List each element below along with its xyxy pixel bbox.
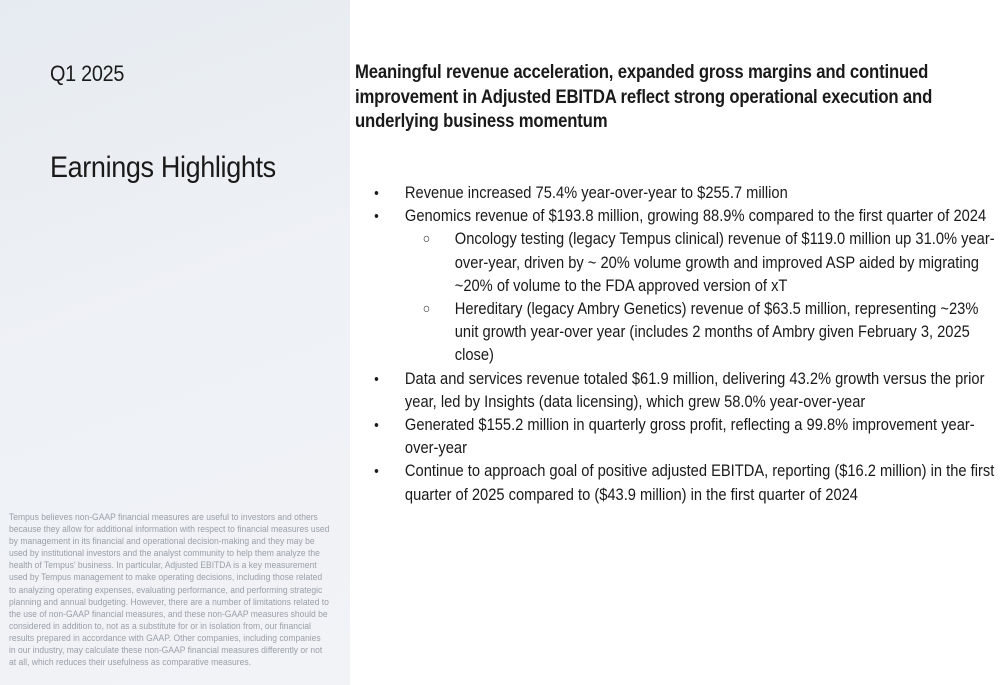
page-title: Earnings Highlights xyxy=(50,151,276,184)
list-item-text: Generated $155.2 million in quarterly gross profit, reflecting a 99.8% improvement year-over-year xyxy=(404,416,975,458)
genomics-sublist xyxy=(405,228,995,367)
sub-list-item xyxy=(405,298,995,368)
list-item xyxy=(372,205,995,367)
list-item-text: Continue to approach goal of positive adjusted EBITDA, reporting ($16.2 million) in the first quarter of 2025 compared to ($43.9 million) in the first quarter of 2024 xyxy=(404,462,995,504)
headline: Meaningful revenue acceleration, expanded gross margins and continued improvement in Adjusted EBITDA reflect strong operational execution and underlying business momentum xyxy=(355,62,933,132)
sub-list-item-text: Oncology testing (legacy Tempus clinical) revenue of $119.0 million up 31.0% year-over-year, driven by ~ 20% volume growth and improved ASP aided by migrating ~20% of volume to the FDA approved version of xT xyxy=(454,230,995,295)
list-item xyxy=(372,182,995,205)
non-gaap-disclaimer: Tempus believes non-GAAP financial measures are useful to investors and others because they allow for additional information with respect to financial measures used by management in its financial and operational decision-making and they may be used by institutional investors and the analyst community to help them analyze the health of Tempus' business. In particular, Adjusted EBITDA is a key measurement used by Tempus management to make operating decisions, including those related to analyzing operating expenses, evaluating performance, and performing strategic planning and annual budgeting. However, there are a number of limitations related to the use of non-GAAP financial measures, and these non-GAAP measures should be considered in addition to, not as a substitute for or in isolation from, our financial results prepared in accordance with GAAP. Other companies, including companies in our industry, may calculate these non-GAAP financial measures differently or not at all, which reduces their usefulness as comparative measures. xyxy=(9,512,330,669)
list-item xyxy=(372,368,995,414)
bullet-icon: • xyxy=(374,417,379,435)
bullet-icon: • xyxy=(374,208,379,226)
list-item xyxy=(372,414,995,460)
hollow-bullet-icon: ○ xyxy=(422,230,431,247)
list-item-text: Data and services revenue totaled $61.9 million, delivering 43.2% growth versus the prior year, led by Insights (data licensing), which grew 58.0% year-over-year xyxy=(404,369,985,411)
bullet-icon: • xyxy=(374,370,379,388)
hollow-bullet-icon: ○ xyxy=(422,300,431,317)
list-item-text: Genomics revenue of $193.8 million, growing 88.9% compared to the first quarter of 2024 xyxy=(404,207,987,226)
bullet-icon: • xyxy=(374,463,379,481)
sidebar-panel xyxy=(0,0,350,685)
sub-list-item xyxy=(405,228,995,298)
list-item xyxy=(372,460,995,506)
sub-list-item-text: Hereditary (legacy Ambry Genetics) revenue of $63.5 million, representing ~23% unit growth year-over year (includes 2 months of Ambry given February 3, 2025 close) xyxy=(454,300,979,365)
quarter-label: Q1 2025 xyxy=(50,61,125,86)
highlights-list xyxy=(372,182,995,507)
list-item-text: Revenue increased 75.4% year-over-year to $255.7 million xyxy=(404,184,788,202)
bullet-icon: • xyxy=(374,185,379,202)
